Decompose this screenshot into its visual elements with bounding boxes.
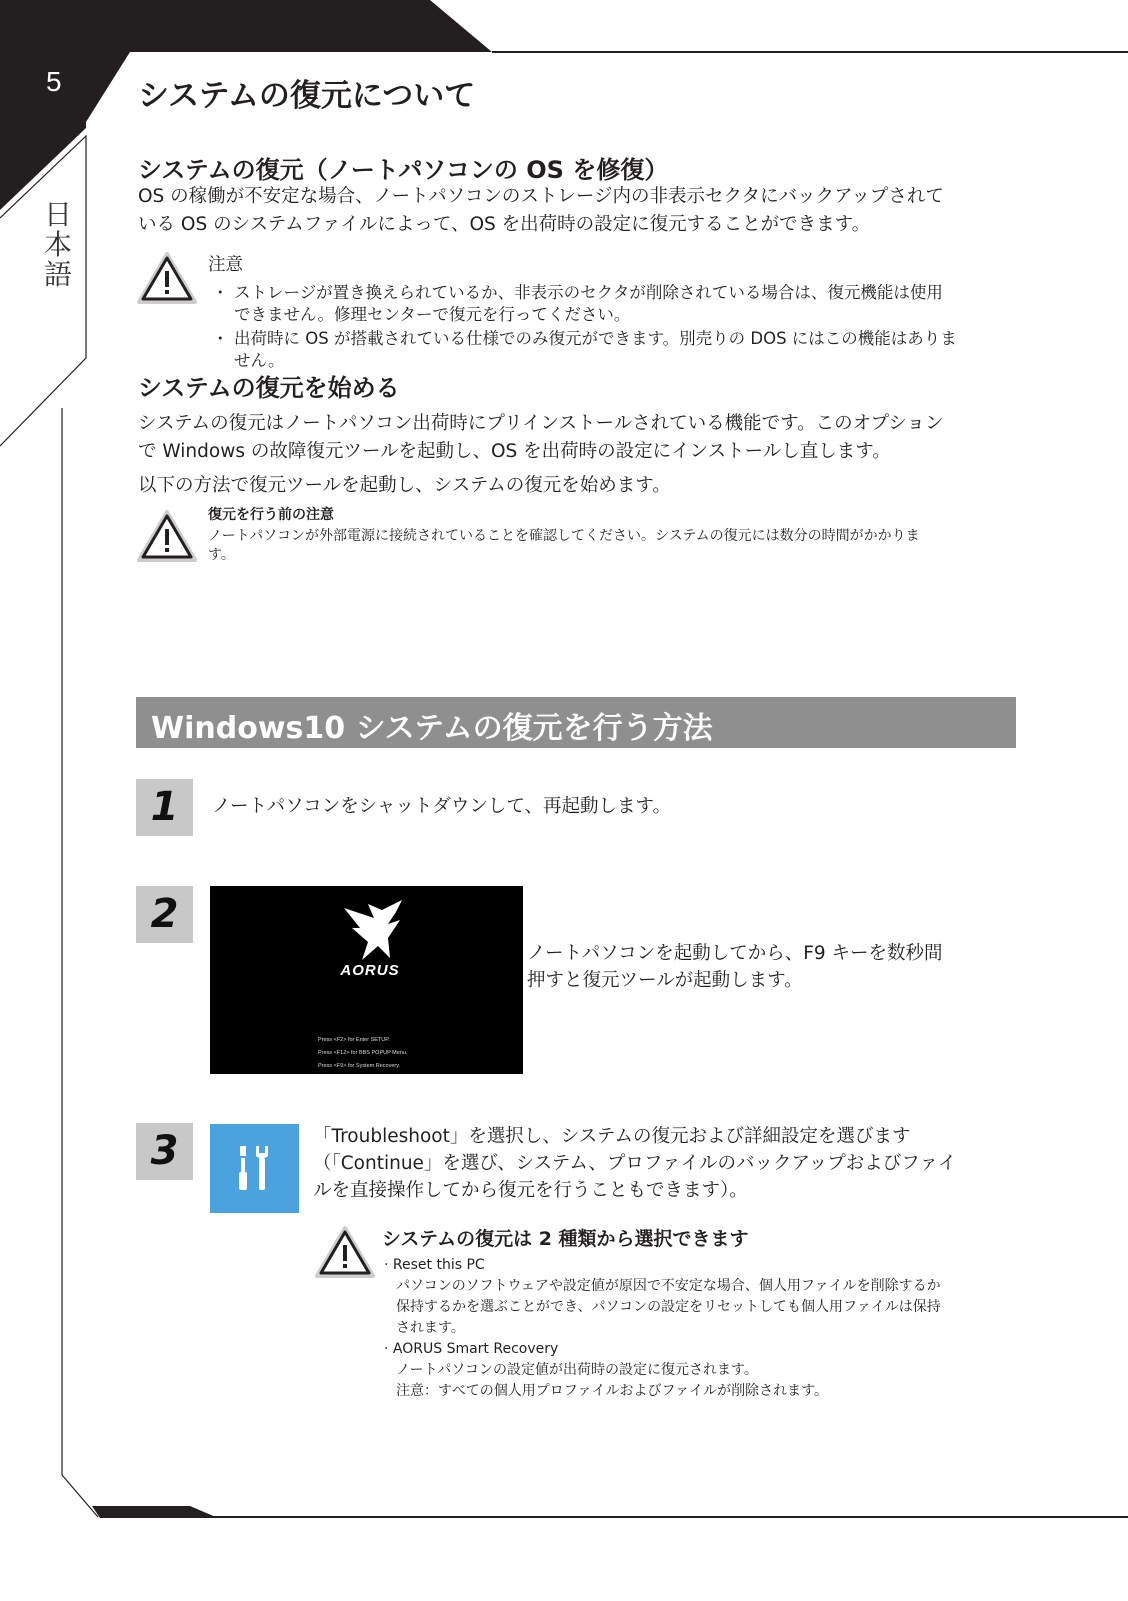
aorus-logo-text: AORUS bbox=[340, 962, 400, 979]
precaution-line: ノートパソコンが外部電源に接続されていることを確認してください。システムの復元には数分の時間がかかりま bbox=[208, 528, 920, 544]
step1-text: ノートパソコンをシャットダウンして、再起動します。 bbox=[212, 796, 671, 817]
step3-line: ルを直接操作してから復元を行うこともできます）。 bbox=[313, 1180, 748, 1201]
language-label: 日本語 bbox=[43, 198, 72, 291]
section1-line: OS の稼働が不安定な場合、ノートパソコンのストレージ内の非表示セクタにバックアップされて bbox=[138, 186, 944, 207]
step-number-box bbox=[136, 1123, 193, 1180]
note-title: 注意 bbox=[208, 255, 243, 275]
warning-icon bbox=[136, 508, 198, 564]
step-number-box bbox=[136, 779, 193, 836]
boot-messages bbox=[318, 1034, 407, 1073]
step3-text bbox=[313, 1123, 956, 1204]
options-list bbox=[384, 1255, 941, 1402]
troubleshoot-tile bbox=[210, 1124, 299, 1213]
option-desc: パソコンのソフトウェアや設定値が原因で不安定な場合、個人用ファイルを削除するか bbox=[396, 1278, 941, 1294]
page-number: 5 bbox=[46, 66, 62, 97]
step2-text bbox=[527, 940, 943, 994]
section2-paragraph bbox=[138, 410, 1028, 466]
boot-message: Press <F2> for Enter SETUP. bbox=[318, 1037, 390, 1043]
option-desc: 保持するかを選ぶことができ、パソコンの設定をリセットしても個人用ファイルは保持 bbox=[396, 1299, 941, 1315]
step-number: 3 bbox=[150, 1128, 179, 1174]
aorus-logo bbox=[338, 898, 410, 964]
warning-icon bbox=[314, 1224, 376, 1280]
option-desc: 注意：すべての個人用プロファイルおよびファイルが削除されます。 bbox=[396, 1383, 829, 1399]
precaution-title: 復元を行う前の注意 bbox=[208, 507, 334, 523]
boot-message: Press <F9> for System Recovery. bbox=[318, 1063, 401, 1069]
options-title: システムの復元は 2 種類から選択できます bbox=[382, 1228, 749, 1250]
section1-heading: システムの復元（ノートパソコンの OS を修復） bbox=[138, 156, 669, 184]
troubleshoot-icon bbox=[236, 1144, 274, 1192]
section2-line: で Windows の故障復元ツールを起動し、OS を出荷時の設定にインストールし直します。 bbox=[138, 441, 891, 462]
note-bullet: ・ ストレージが置き換えられているか、非表示のセクタが削除されている場合は、復元機能は使用 できません。修理センターで復元を行ってください。 bbox=[212, 283, 943, 324]
precaution-text bbox=[208, 527, 920, 565]
page-title: システムの復元について bbox=[138, 78, 476, 114]
boot-screen-image bbox=[210, 886, 523, 1074]
step2-line: ノートパソコンを起動してから、F9 キーを数秒間 bbox=[527, 943, 943, 964]
section-banner bbox=[136, 697, 1016, 748]
section1-line: いる OS のシステムファイルによって、OS を出荷時の設定に復元することができます。 bbox=[138, 214, 871, 235]
option-desc: されます。 bbox=[396, 1320, 465, 1336]
step3-line: 「Troubleshoot」を選択し、システムの復元および詳細設定を選びます bbox=[313, 1126, 911, 1147]
step-number-box bbox=[136, 886, 193, 943]
step-number: 2 bbox=[150, 891, 179, 937]
note-bullet: ・ 出荷時に OS が搭載されている仕様でのみ復元ができます。別売りの DOS にはこの機能はありま せん。 bbox=[212, 329, 957, 370]
section2-instruction: 以下の方法で復元ツールを起動し、システムの復元を始めます。 bbox=[138, 475, 671, 496]
warning-icon bbox=[136, 250, 198, 306]
option-desc: ノートパソコンの設定値が出荷時の設定に復元されます。 bbox=[396, 1362, 758, 1378]
section1-paragraph bbox=[138, 183, 1028, 239]
precaution-line: す。 bbox=[208, 547, 235, 563]
option-name: · Reset this PC bbox=[384, 1257, 485, 1273]
step2-line: 押すと復元ツールが起動します。 bbox=[527, 970, 803, 991]
boot-message: Press <F12> for BBS POPUP Menu. bbox=[318, 1050, 408, 1056]
step-number: 1 bbox=[150, 784, 179, 830]
section2-line: システムの復元はノートパソコン出荷時にプリインストールされている機能です。このオプション bbox=[138, 413, 944, 434]
option-name: · AORUS Smart Recovery bbox=[384, 1341, 559, 1357]
step3-line: （「Continue」を選び、システム、プロファイルのバックアップおよびファイ bbox=[313, 1153, 957, 1174]
section2-heading: システムの復元を始める bbox=[138, 374, 400, 402]
banner-title: Windows10 システムの復元を行う方法 bbox=[151, 711, 713, 746]
